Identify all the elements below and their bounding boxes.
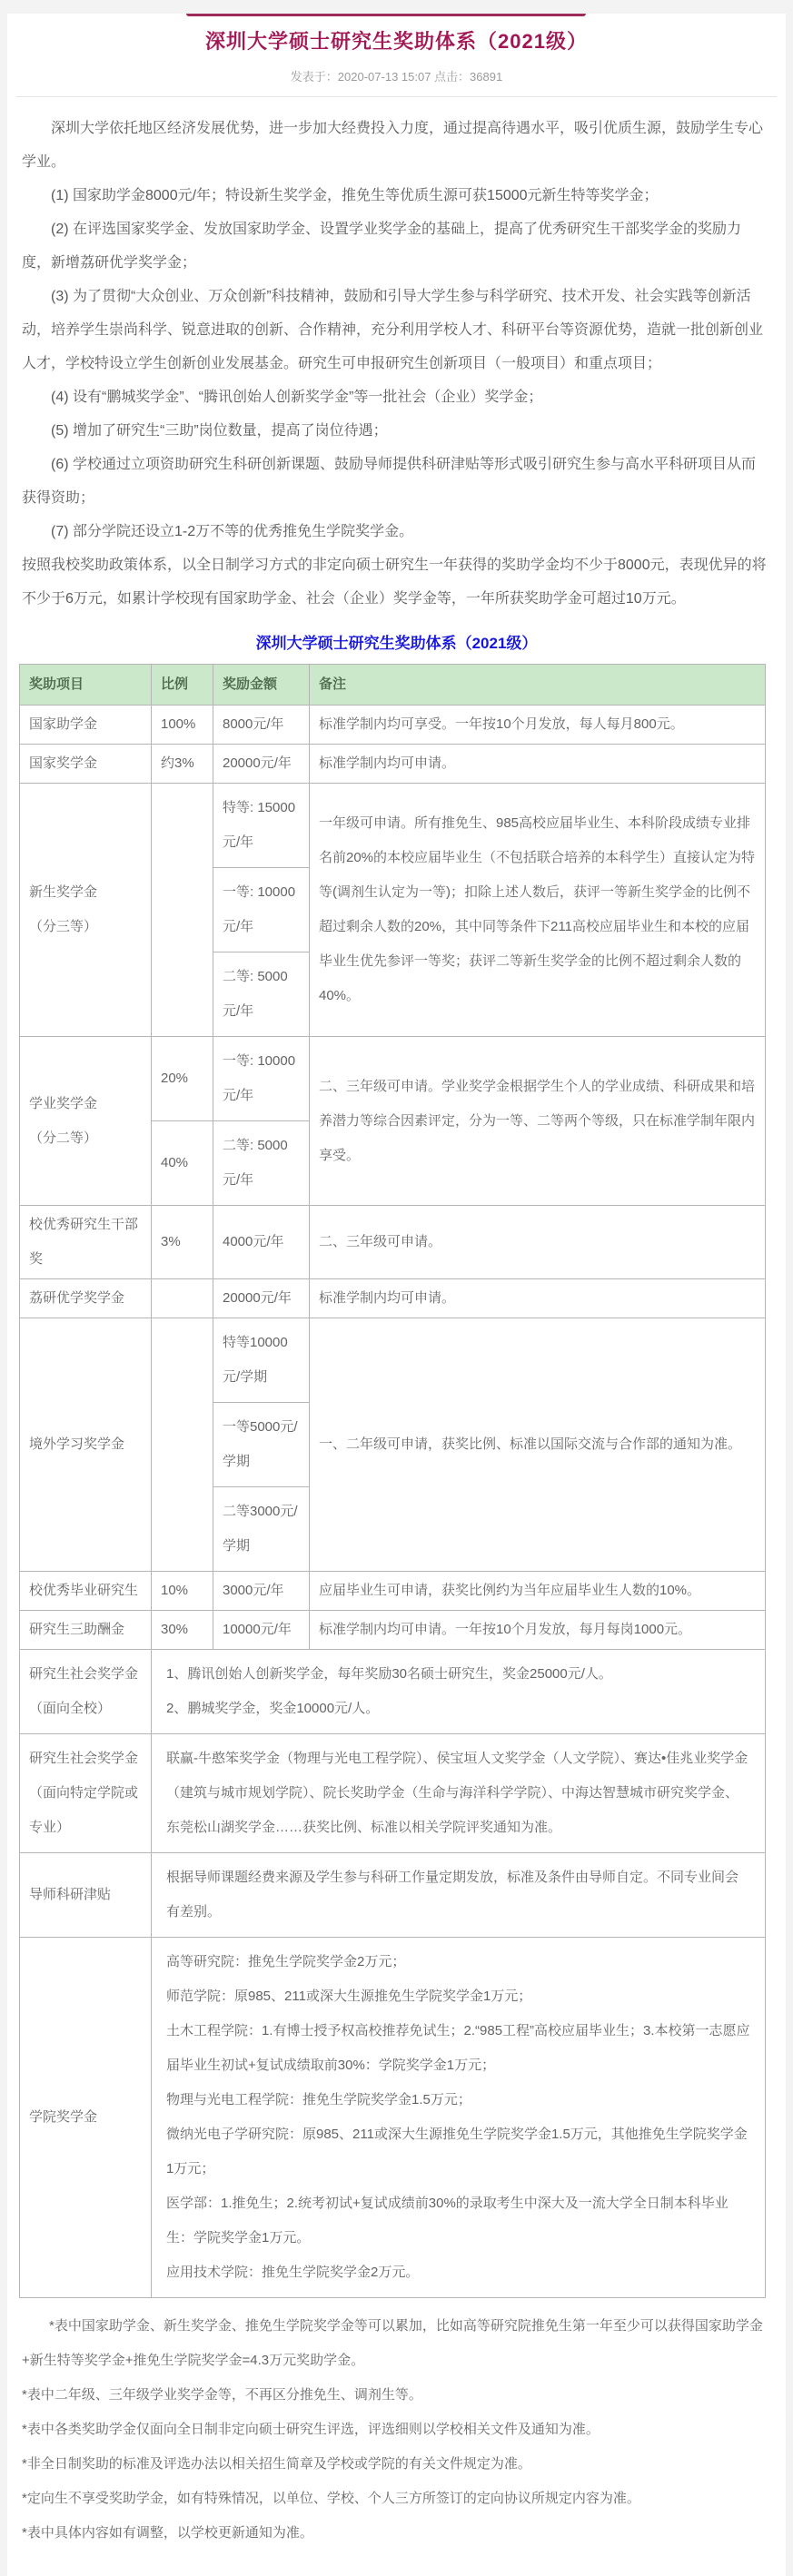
project-cell: 境外学习奖学金 [20, 1318, 152, 1572]
project-cell: 国家助学金 [20, 706, 152, 745]
amount-cell: 一等: 10000元/年 [213, 868, 310, 952]
article-page [7, 14, 786, 2576]
amount-cell: 4000元/年 [213, 1206, 310, 1279]
table-row [20, 1206, 766, 1279]
ratio-cell: 40% [152, 1121, 213, 1206]
list-item-1: (1) 国家助学金8000元/年；特设新生奖学金，推免生等优质生源可获15000元新生特等奖学金； [51, 188, 659, 204]
footnotes [7, 2298, 786, 2576]
project-name: 研究生社会奖学金 [29, 1751, 139, 1767]
note-cell: 标准学制内均可申请。 [310, 745, 766, 784]
project-cell [20, 1650, 152, 1734]
list-item-3: (3) 为了贯彻“大众创业、万众创新”科技精神，鼓励和引导大学生参与科学研究、技术开发、社会实践等创新活动，培养学生崇尚科学、锐意进取的创新、合作精神，充分利用学校人才、科研平台等资源优势，造就一批创新创业人才，学校特设立学生创新创业发展基金。研究生可申报研究生创新项目（一般项目）和重点项目； [22, 289, 764, 372]
footnote: *表中国家助学金、新生奖学金、推免生学院奖学金等可以累加，比如高等研究院推免生第一年至少可以获得国家助学金+新生特等奖学金+推免生学院奖学金=4.3万元奖助学金。 [22, 2318, 763, 2369]
footnote: *表中各类奖助学金仅面向全日制非定向硕士研究生评选，评选细则以学校相关文件及通知为准。 [22, 2422, 600, 2438]
ratio-cell-empty [152, 1318, 213, 1572]
ratio-cell-empty [152, 784, 213, 1037]
amount-cell: 一等5000元/学期 [213, 1403, 310, 1487]
list-item-7: (7) 部分学院还设立1-2万不等的优秀推免生学院奖学金。 [51, 524, 414, 540]
publish-meta: 发表于：2020-07-13 15:07 点击：36891 [290, 70, 503, 84]
ratio-cell: 10% [152, 1572, 213, 1611]
project-name-sub: （分二等） [29, 1130, 98, 1146]
note-cell: 应届毕业生可申请，获奖比例约为当年应届毕业生人数的10%。 [310, 1572, 766, 1611]
amount-cell: 20000元/年 [213, 745, 310, 784]
table-row [20, 1318, 766, 1403]
project-cell: 国家奖学金 [20, 745, 152, 784]
ratio-cell-empty [152, 1279, 213, 1318]
amount-cell: 特等10000元/学期 [213, 1318, 310, 1403]
table-header-row [20, 665, 766, 706]
amount-cell: 一等: 10000元/年 [213, 1037, 310, 1121]
merged-note-cell [152, 1734, 766, 1853]
column-header-note: 备注 [310, 665, 766, 706]
note-line: 物理与光电工程学院：推免生学院奖学金1.5万元； [166, 2092, 471, 2108]
article-body [7, 97, 786, 616]
amount-cell: 特等: 15000元/年 [213, 784, 310, 868]
project-cell [20, 1734, 152, 1853]
ratio-cell: 100% [152, 706, 213, 745]
table-row [20, 1650, 766, 1734]
amount-cell: 8000元/年 [213, 706, 310, 745]
column-header-project: 奖助项目 [20, 665, 152, 706]
column-header-amount: 奖励金额 [213, 665, 310, 706]
table-row [20, 706, 766, 745]
project-cell: 校优秀毕业研究生 [20, 1572, 152, 1611]
ratio-cell: 约3% [152, 745, 213, 784]
note-line: 微纳光电子学研究院：原985、211或深大生源推免生学院奖学金1.5万元，其他推免生学院奖学金1万元； [166, 2127, 748, 2177]
list-item-4: (4) 设有“鹏城奖学金”、“腾讯创始人创新奖学金”等一批社会（企业）奖学金； [51, 390, 543, 406]
note-line: 1、腾讯创始人创新奖学金，每年奖励30名硕士研究生，奖金25000元/人。 [166, 1666, 612, 1683]
amount-cell: 20000元/年 [213, 1279, 310, 1318]
top-nav-remnant [186, 14, 586, 16]
ratio-cell: 30% [152, 1611, 213, 1650]
project-cell: 学院奖学金 [20, 1938, 152, 2298]
table-row [20, 1853, 766, 1938]
intro-paragraph: 深圳大学依托地区经济发展优势，进一步加大经费投入力度，通过提高待遇水平，吸引优质生源，鼓励学生专心学业。 [22, 121, 764, 171]
footnote: *非全日制奖助的标准及评选办法以相关招生简章及学校或学院的有关文件规定为准。 [22, 2456, 531, 2472]
table-title-link[interactable]: 深圳大学硕士研究生奖助体系（2021级） [255, 635, 538, 653]
amount-cell: 3000元/年 [213, 1572, 310, 1611]
note-line: 2、鹏城奖学金，奖金10000元/人。 [166, 1701, 380, 1717]
note-cell: 一年级可申请。所有推免生、985高校应届毕业生、本科阶段成绩专业排名前20%的本校应届毕业生（不包括联合培养的本科学生）直接认定为特等(调剂生认定为一等)；扣除上述人数后，获评一等新生奖学金的比例不超过剩余人数的20%，其中同等条件下211高校应届毕业生和本校的应届毕业生优先参评一等奖；获评二等新生奖学金的比例不超过剩余人数的40%。 [310, 784, 766, 1037]
amount-cell: 二等3000元/学期 [213, 1487, 310, 1572]
note-cell: 二、三年级可申请。 [310, 1206, 766, 1279]
column-header-ratio: 比例 [152, 665, 213, 706]
note-cell: 标准学制内均可申请。 [310, 1279, 766, 1318]
table-row [20, 1037, 766, 1121]
merged-note-cell [152, 1650, 766, 1734]
amount-cell: 10000元/年 [213, 1611, 310, 1650]
note-line: 联赢-牛憨笨奖学金（物理与光电工程学院）、侯宝垣人文奖学金（人文学院）、赛达•佳兆业奖学金（建筑与城市规划学院）、院长奖助学金（生命与海洋科学学院）、中海达智慧城市研究奖学金、东莞松山湖奖学金……获奖比例、标准以相关学院评奖通知为准。 [166, 1751, 748, 1836]
project-cell: 导师科研津贴 [20, 1853, 152, 1938]
project-name: 学业奖学金 [29, 1095, 98, 1111]
amount-cell: 二等: 5000元/年 [213, 952, 310, 1037]
table-row [20, 745, 766, 784]
table-row [20, 784, 766, 868]
list-item-5: (5) 增加了研究生“三助”岗位数量，提高了岗位待遇； [51, 423, 388, 439]
project-name: 新生奖学金 [29, 884, 98, 901]
footnote: *表中具体内容如有调整，以学校更新通知为准。 [22, 2525, 313, 2541]
list-item-2: (2) 在评选国家奖学金、发放国家助学金、设置学业奖学金的基础上，提高了优秀研究生干部奖学金的奖励力度，新增荔研优学奖学金； [22, 222, 742, 271]
table-row [20, 1734, 766, 1853]
closing-paragraph: 按照我校奖助政策体系，以全日制学习方式的非定向硕士研究生一年获得的奖助学金均不少于8000元，表现优异的将不少于6万元，如累计学校现有国家助学金、社会（企业）奖学金等，一年所获奖助学金可超过10万元。 [22, 558, 767, 607]
note-line: 应用技术学院：推免生学院奖学金2万元。 [166, 2265, 420, 2281]
table-row [20, 1938, 766, 2298]
note-line: 师范学院：原985、211或深大生源推免生学院奖学金1万元； [166, 1989, 532, 2005]
note-cell: 标准学制内均可享受。一年按10个月发放，每人每月800元。 [310, 706, 766, 745]
note-cell: 标准学制内均可申请。一年按10个月发放，每月每岗1000元。 [310, 1611, 766, 1650]
project-cell: 校优秀研究生干部奖 [20, 1206, 152, 1279]
table-row [20, 1279, 766, 1318]
note-line: 土木工程学院：1.有博士授予权高校推荐免试生；2.“985工程”高校应届毕业生；3.本校第一志愿应届毕业生初试+复试成绩取前30%：学院奖学金1万元； [166, 2023, 750, 2074]
note-line: 医学部：1.推免生；2.统考初试+复试成绩前30%的录取考生中深大及一流大学全日制本科毕业生：学院奖学金1万元。 [166, 2196, 729, 2246]
ratio-cell: 20% [152, 1037, 213, 1121]
project-name: 研究生社会奖学金 [29, 1666, 139, 1683]
note-cell: 二、三年级可申请。学业奖学金根据学生个人的学业成绩、科研成果和培养潜力等综合因素评定，分为一等、二等两个等级，只在标准学制年限内享受。 [310, 1037, 766, 1206]
note-line: 根据导师课题经费来源及学生参与科研工作量定期发放，标准及条件由导师自定。不同专业间会有差别。 [166, 1870, 739, 1920]
page-title: 深圳大学硕士研究生奖助体系（2021级） [205, 29, 588, 53]
table-row [20, 1611, 766, 1650]
project-cell [20, 784, 152, 1037]
project-cell [20, 1037, 152, 1206]
project-cell: 荔研优学奖学金 [20, 1279, 152, 1318]
note-line: 高等研究院：推免生学院奖学金2万元； [166, 1954, 406, 1970]
list-item-6: (6) 学校通过立项资助研究生科研创新课题、鼓励导师提供科研津贴等形式吸引研究生参与高水平科研项目从而获得资助； [22, 457, 757, 507]
project-name-sub: （面向特定学院或专业） [29, 1785, 139, 1836]
merged-note-cell [152, 1938, 766, 2298]
scholarship-table [19, 664, 766, 2298]
amount-cell: 二等: 5000元/年 [213, 1121, 310, 1206]
project-name-sub: （面向全校） [29, 1701, 112, 1717]
note-cell: 一、二年级可申请，获奖比例、标准以国际交流与合作部的通知为准。 [310, 1318, 766, 1572]
table-row [20, 1572, 766, 1611]
ratio-cell: 3% [152, 1206, 213, 1279]
footnote: *表中二年级、三年级学业奖学金等，不再区分推免生、调剂生等。 [22, 2387, 422, 2403]
merged-note-cell [152, 1853, 766, 1938]
footnote: *定向生不享受奖助学金，如有特殊情况，以单位、学校、个人三方所签订的定向协议所规定内容为准。 [22, 2491, 640, 2507]
project-name-sub: （分三等） [29, 919, 98, 935]
project-cell: 研究生三助酬金 [20, 1611, 152, 1650]
